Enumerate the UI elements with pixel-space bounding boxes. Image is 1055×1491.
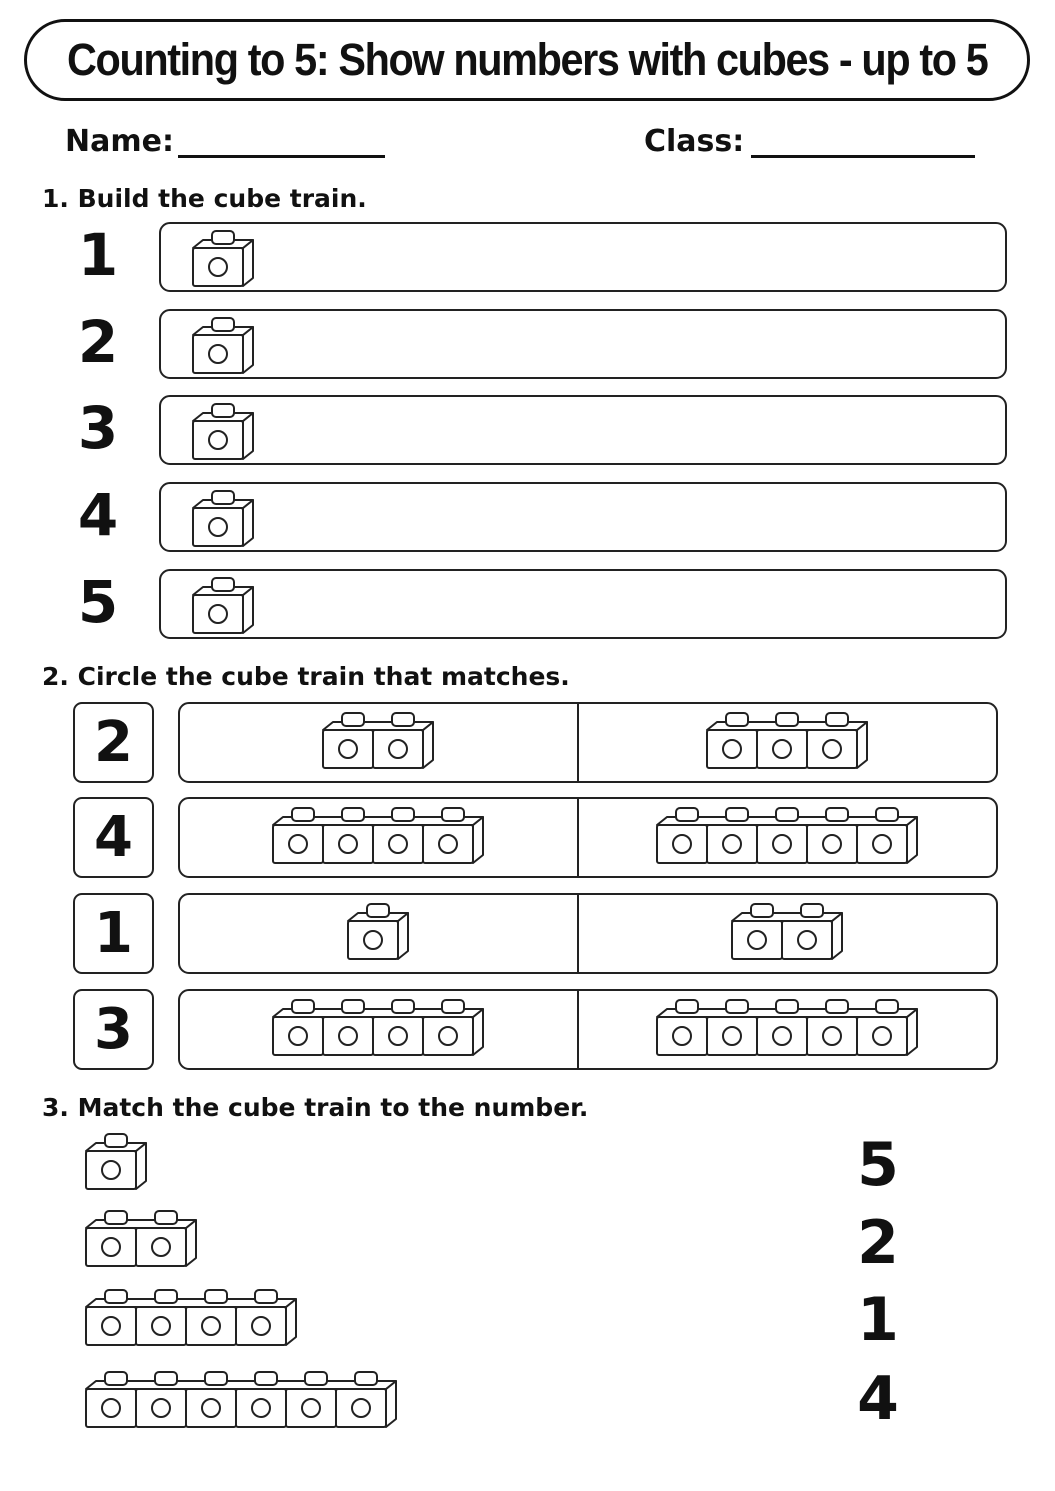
s2-options-row: [178, 893, 998, 974]
section1-heading: 1. Build the cube train.: [42, 184, 367, 213]
linking-cube-icon: [84, 1371, 400, 1433]
s3-cube-train[interactable]: [84, 1289, 300, 1355]
s3-number[interactable]: 5: [857, 1130, 899, 1200]
name-input-line[interactable]: [178, 155, 385, 158]
class-input-line[interactable]: [751, 155, 975, 158]
linking-cube-icon: [84, 1133, 150, 1195]
linking-cube-icon: [705, 712, 871, 774]
section2-heading: 2. Circle the cube train that matches.: [42, 662, 570, 691]
s2-number-box: 1: [73, 893, 154, 974]
s3-cube-train[interactable]: [84, 1210, 200, 1276]
s3-number[interactable]: 1: [857, 1285, 899, 1355]
s2-options-row: [178, 797, 998, 878]
s3-cube-train[interactable]: [84, 1371, 400, 1437]
s1-build-box[interactable]: [159, 309, 1007, 379]
s3-cube-train[interactable]: [84, 1133, 150, 1199]
s1-number: 5: [77, 568, 119, 636]
linking-cube-icon: [191, 490, 257, 552]
linking-cube-icon: [655, 807, 921, 869]
linking-cube-icon: [84, 1210, 200, 1272]
s2-option-b[interactable]: [579, 799, 996, 876]
linking-cube-icon: [191, 403, 257, 465]
linking-cube-icon: [655, 999, 921, 1061]
s3-number[interactable]: 2: [857, 1208, 899, 1278]
s1-cube-train: [191, 577, 257, 643]
s2-option-b[interactable]: [579, 704, 996, 781]
s1-build-box[interactable]: [159, 569, 1007, 639]
s1-number: 1: [77, 221, 119, 289]
linking-cube-icon: [191, 317, 257, 379]
s1-cube-train: [191, 490, 257, 556]
linking-cube-icon: [271, 807, 487, 869]
linking-cube-icon: [84, 1289, 300, 1351]
s2-number-box: 4: [73, 797, 154, 878]
worksheet-title-box: [24, 19, 1030, 101]
name-label: Name:: [65, 124, 174, 159]
s2-option-b[interactable]: [579, 991, 996, 1068]
s2-option-a[interactable]: [180, 704, 577, 781]
s1-number: 3: [77, 394, 119, 462]
s1-cube-train: [191, 317, 257, 383]
s2-option-a[interactable]: [180, 799, 577, 876]
s2-option-a[interactable]: [180, 991, 577, 1068]
linking-cube-icon: [191, 230, 257, 292]
linking-cube-icon: [191, 577, 257, 639]
linking-cube-icon: [321, 712, 437, 774]
class-label: Class:: [644, 124, 745, 159]
s2-option-b[interactable]: [579, 895, 996, 972]
linking-cube-icon: [730, 903, 846, 965]
s2-options-row: [178, 989, 998, 1070]
s1-cube-train: [191, 230, 257, 296]
s3-number[interactable]: 4: [857, 1364, 899, 1434]
s1-build-box[interactable]: [159, 482, 1007, 552]
s1-number: 2: [77, 308, 119, 376]
s1-build-box[interactable]: [159, 222, 1007, 292]
s1-cube-train: [191, 403, 257, 469]
worksheet-title: Counting to 5: Show numbers with cubes - up to 5: [66, 34, 988, 85]
linking-cube-icon: [346, 903, 412, 965]
s1-build-box[interactable]: [159, 395, 1007, 465]
section3-heading: 3. Match the cube train to the number.: [42, 1093, 589, 1122]
s2-number-box: 2: [73, 702, 154, 783]
s1-number: 4: [77, 481, 119, 549]
s2-number-box: 3: [73, 989, 154, 1070]
s2-option-a[interactable]: [180, 895, 577, 972]
s2-options-row: [178, 702, 998, 783]
linking-cube-icon: [271, 999, 487, 1061]
